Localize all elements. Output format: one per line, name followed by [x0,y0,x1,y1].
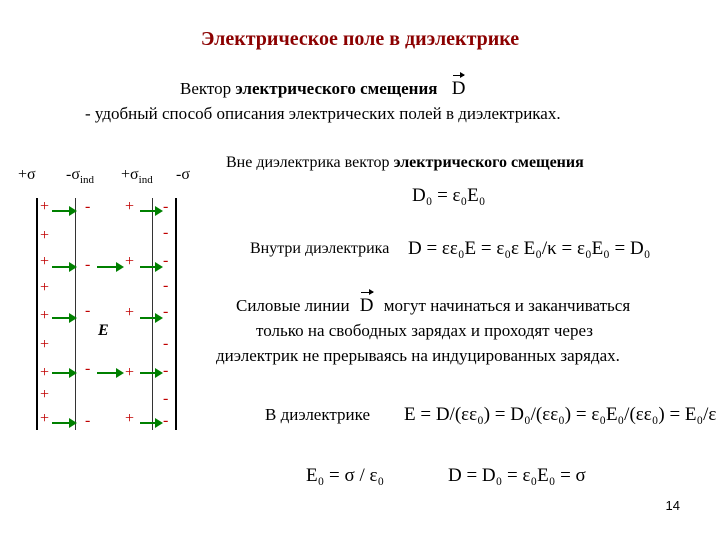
formula-in-dielectric: E = D/(εε₀) = D₀/(εε₀) = ε₀E₀/(εε₀) = E₀/ε [404,404,717,425]
charge-minus-induced: - [85,256,91,273]
label-minus-sigma: -σ [176,166,190,183]
charge-minus-induced: - [85,198,91,215]
charge-minus: - [163,252,169,269]
right-plate [175,198,177,430]
charge-minus: - [163,362,169,379]
charge-minus: - [163,198,169,215]
label-plus-sigma-ind: $+\sigma_{ind}$ [121,166,153,186]
field-arrow [52,372,70,374]
intro-line-2: - удобный способ описания электрических полей в диэлектриках. [85,104,561,123]
charge-minus: - [163,335,169,352]
field-lines-line-1: Силовые линии D могут начинаться и заканчиваться [236,295,631,316]
charge-minus: - [163,224,169,241]
charge-minus: - [163,390,169,407]
charge-plus: + [40,198,50,215]
charge-plus-induced: + [125,364,135,381]
outside-text: Вне диэлектрика вектор электрического смещения [226,154,584,171]
inside-text: Внутри диэлектрика [250,240,390,257]
charge-plus: + [40,227,50,244]
formula-outside: D₀ = ε₀E₀ [412,185,486,206]
label-plus-sigma: +σ [18,166,36,183]
charge-minus-induced: - [85,302,91,319]
formula-d-sigma: D = D₀ = ε₀E₀ = σ [448,465,586,486]
field-lines-line-3: диэлектрик не прерываясь на индуцированных зарядах. [216,346,620,365]
field-arrow [52,266,70,268]
charge-plus-induced: + [125,410,135,427]
field-arrow [140,422,156,424]
charge-plus-induced: + [125,304,135,321]
charge-plus: + [40,364,50,381]
charge-minus-induced: - [85,412,91,429]
charge-minus-induced: - [85,360,91,377]
field-arrow [52,422,70,424]
charge-plus: + [40,279,50,296]
field-arrow [140,266,156,268]
field-label-e: E [98,322,109,339]
charge-plus: + [40,307,50,324]
field-arrow [52,210,70,212]
label-minus-sigma-ind: $-\sigma_{ind}$ [66,166,95,186]
intro-line-1 [180,78,465,100]
field-arrow [140,210,156,212]
intro-prefix: Вектор [180,79,236,98]
charge-plus: + [40,386,50,403]
field-arrow [52,317,70,319]
intro-bold-term: электрического смещения [235,79,438,98]
formula-inside: D = εε₀E = ε₀ε E₀/κ = ε₀E₀ = D₀ [408,238,651,259]
charge-minus: - [163,412,169,429]
page-number: 14 [665,498,680,513]
intro-vector-d: D [451,78,466,99]
field-arrow [140,317,156,319]
field-lines-line-2: только на свободных зарядах и проходят через [256,321,593,340]
in-dielectric-text: В диэлектрике [265,405,371,424]
charge-minus: - [163,277,169,294]
charge-plus-induced: + [125,253,135,270]
charge-plus: + [40,336,50,353]
dielectric-diagram [0,0,210,440]
charge-plus-induced: + [125,198,135,215]
field-arrow [97,266,117,268]
field-arrow [97,372,117,374]
charge-minus: - [163,303,169,320]
left-plate [36,198,38,430]
slide-title: Электрическое поле в диэлектрике [200,28,520,50]
formula-e0: E₀ = σ / ε₀ [306,465,385,486]
field-arrow [140,372,156,374]
charge-plus: + [40,410,50,427]
charge-plus: + [40,253,50,270]
